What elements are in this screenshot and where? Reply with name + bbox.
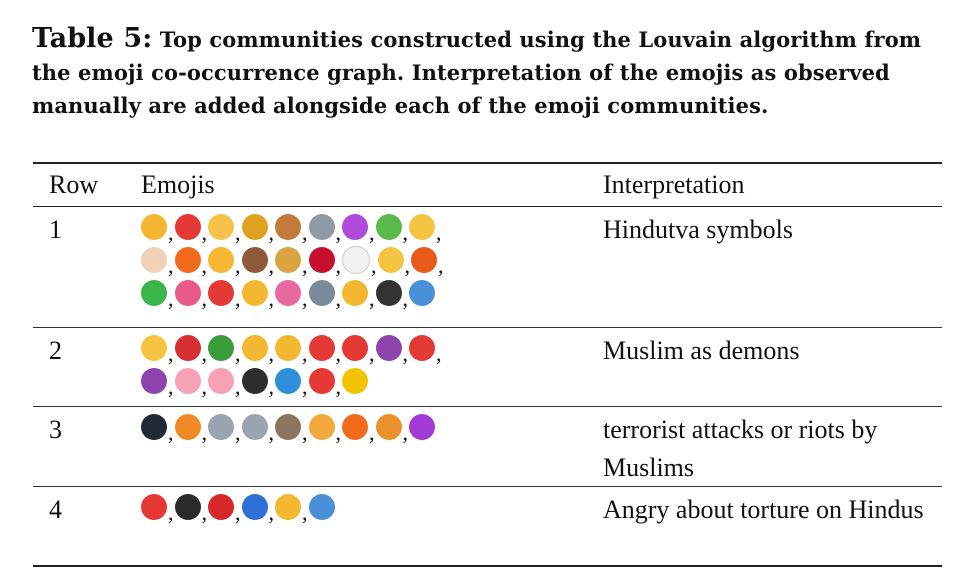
red-flag-icon [175,214,201,240]
comma-separator: , [369,219,375,245]
table-row [33,327,942,406]
caption-label: Table 5: [32,23,153,54]
comma-separator: , [436,219,442,245]
comma-separator: , [335,419,341,445]
comma-separator: , [402,219,408,245]
table-caption [32,22,944,122]
comma-separator: , [268,285,274,311]
comma-separator: , [335,219,341,245]
comma-separator: , [168,419,174,445]
comma-separator: , [268,252,274,278]
comma-separator: , [268,340,274,366]
question-mark-icon [309,335,335,361]
comma-separator: , [436,340,442,366]
angry-face-with-horns-icon [141,368,167,394]
interpretation-cell: terrorist attacks or riots by Muslims [603,415,878,482]
comma-separator: , [335,252,341,278]
bow-and-arrow-icon [275,214,301,240]
communities-table [33,162,942,567]
emoji-cell [141,407,603,486]
comma-separator: , [268,419,274,445]
comma-separator: , [235,252,241,278]
comma-separator: , [201,499,207,525]
comma-separator: , [201,340,207,366]
raised-fist-icon [141,214,167,240]
hammer-and-pick-icon [275,414,301,440]
emoji-line [141,410,603,443]
comma-separator: , [302,499,308,525]
handshake-icon [242,280,268,306]
comma-separator: , [402,285,408,311]
interpretation-cell: Hindutva symbols [603,215,793,244]
tiger-icon [376,414,402,440]
stop-sign-icon [208,494,234,520]
interpretation-cell: Angry about torture on Hindus [603,495,924,524]
backhand-index-pointing-right-icon [275,335,301,361]
row-number: 1 [49,215,62,244]
comma-separator: , [402,419,408,445]
water-pistol-icon [175,414,201,440]
comma-separator: , [201,219,207,245]
dagger-icon [208,414,234,440]
comma-separator: , [302,419,308,445]
header-row: Row [49,170,99,199]
crossed-swords-icon [242,414,268,440]
emoji-line [141,331,603,364]
stop-button-icon [409,280,435,306]
comma-separator: , [302,373,308,399]
header-interpretation: Interpretation [603,170,745,199]
star-and-crescent-icon [409,414,435,440]
comma-separator: , [302,340,308,366]
cyclone-icon [275,368,301,394]
comma-separator: , [369,285,375,311]
enraged-face-icon [141,494,167,520]
sun-with-face-icon [208,247,234,273]
thumbs-up-icon [342,280,368,306]
emoji-cell [141,207,603,327]
table-row [33,486,942,565]
emoji-cell [141,328,603,406]
green-book-icon [208,335,234,361]
comma-separator: , [168,340,174,366]
comma-separator: , [302,219,308,245]
header-emojis: Emojis [141,170,215,199]
raised-hand-icon [275,494,301,520]
rose-icon [309,247,335,273]
comma-separator: , [168,252,174,278]
comet-icon [309,214,335,240]
comma-separator: , [168,499,174,525]
speaking-head-icon [309,280,335,306]
om-symbol-icon [342,214,368,240]
comma-separator: , [369,340,375,366]
interpretation-cell: Muslim as demons [603,336,800,365]
comma-separator: , [201,373,207,399]
comma-separator: , [201,252,207,278]
emoji-line [141,243,603,276]
comma-separator: , [235,340,241,366]
comma-separator: , [402,340,408,366]
leopard-icon [275,247,301,273]
table-row [33,406,942,486]
tulip-icon [175,280,201,306]
comma-separator: , [302,252,308,278]
comma-separator: , [369,419,375,445]
japanese-beginner-symbol-icon [342,368,368,394]
comma-separator: , [235,499,241,525]
bouquet-icon [275,280,301,306]
folded-hands-icon [208,214,234,240]
comma-separator: , [268,219,274,245]
emoji-line [141,364,603,397]
comma-separator: , [235,285,241,311]
maple-leaf-icon [411,247,437,273]
crying-face-icon [409,214,435,240]
writing-hand-icon [242,335,268,361]
comma-separator: , [268,373,274,399]
comma-separator: , [404,252,410,278]
comma-separator: , [438,252,444,278]
emoji-line [141,490,603,523]
comma-separator: , [335,285,341,311]
collision-icon [342,414,368,440]
comma-separator: , [335,340,341,366]
flag-in-hole-icon [376,214,402,240]
exclamation-mark-icon [208,280,234,306]
kaaba-icon [242,368,268,394]
comma-separator: , [168,373,174,399]
comma-separator: , [302,285,308,311]
black-circle-icon [175,494,201,520]
wavy-dash-icon [376,280,402,306]
row-number: 3 [49,415,62,444]
pushpin-icon [309,368,335,394]
comma-separator: , [235,219,241,245]
oncoming-fist-icon [242,247,268,273]
comma-separator: , [268,499,274,525]
goblin-icon [175,335,201,361]
daisy-icon [342,246,370,274]
table-header-row [33,164,942,206]
comma-separator: , [371,252,377,278]
blue-circle-icon [242,494,268,520]
row-number: 2 [49,336,62,365]
comma-separator: , [168,285,174,311]
smiling-face-with-sunglasses-icon [141,335,167,361]
emoji-cell [141,487,603,565]
comma-separator: , [168,219,174,245]
hollow-red-circle-icon [409,335,435,361]
cross-mark-icon [342,335,368,361]
table-row [33,206,942,327]
comma-separator: , [235,373,241,399]
pointing-up-hand-icon [141,247,167,273]
down-arrow-icon [309,494,335,520]
trident-icon [242,214,268,240]
comma-separator: , [235,419,241,445]
bomb-icon [141,414,167,440]
row-number: 4 [49,495,62,524]
fire-icon [175,247,201,273]
comma-separator: , [201,285,207,311]
emoji-line [141,276,603,309]
smiling-face-with-horns-icon [376,335,402,361]
lion-icon [309,414,335,440]
pig-icon [208,368,234,394]
pig-face-icon [175,368,201,394]
caption-text: Top communities constructed using the Louvain algorithm from the emoji co-occurrence graph. Interpretation of the emojis as observed manually are added alongside each of the emoji communities. [32,27,922,118]
emoji-line [141,210,603,243]
check-mark-button-icon [141,280,167,306]
comma-separator: , [201,419,207,445]
smiling-face-icon [378,247,404,273]
comma-separator: , [335,373,341,399]
